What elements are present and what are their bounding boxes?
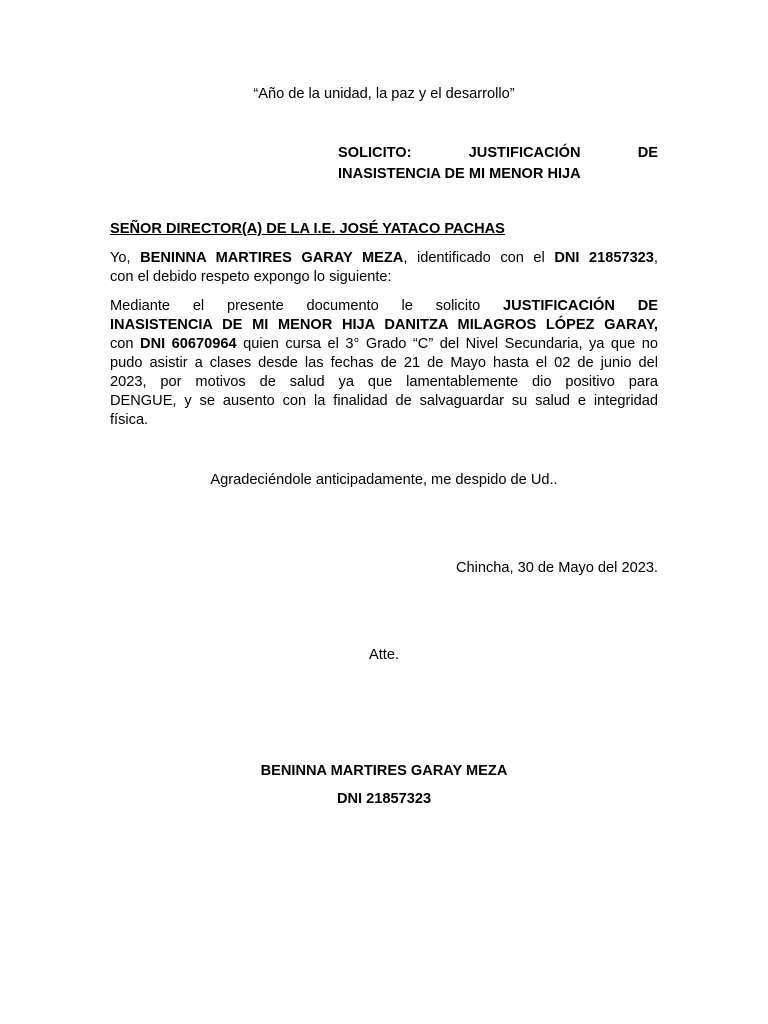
intro-paragraph [110,249,658,287]
body-line-1-bold: JUSTIFICACIÓN DE [503,298,658,314]
body-line-3 [110,335,658,354]
body-paragraph [110,297,658,430]
student-dni: DNI 60670964 [140,336,237,352]
body-con: con [110,336,134,352]
subject-label: SOLICITO: [338,145,412,161]
signature-dni: DNI 21857323 [336,791,432,807]
signature-name: BENINNA MARTIRES GARAY MEZA [260,763,508,779]
subject-line-2: INASISTENCIA DE MI MENOR HIJA [338,166,581,182]
body-line-1-text: Mediante el presente documento le solicito [110,298,481,314]
body-line-6: DENGUE, y se ausento con la finalidad de salvaguardar su salud e integridad [110,393,658,409]
body-line-4: pudo asistir a clases desde las fechas de 21 de Mayo hasta el 02 de junio del [110,355,658,371]
intro-identified: , identificado con el [403,250,545,266]
intro-comma: , [653,250,658,266]
intro-line-1 [110,249,658,268]
body-line-2: INASISTENCIA DE MI MENOR HIJA DANITZA MILAGROS LÓPEZ GARAY, [110,317,658,333]
body-line-5: 2023, por motivos de salud ya que lamentablemente dio positivo para [110,374,658,390]
farewell: Atte. [368,647,399,663]
body-line-1 [110,297,658,316]
addressee: SEÑOR DIRECTOR(A) DE LA I.E. JOSÉ YATACO PACHAS [110,221,505,237]
closing-text: Agradeciéndole anticipadamente, me despido de Ud.. [210,472,558,488]
place-date: Chincha, 30 de Mayo del 2023. [455,560,658,576]
intro-line-2: con el debido respeto expongo lo siguiente: [110,269,392,285]
subject-word-justificacion: JUSTIFICACIÓN [468,145,581,161]
subject-block [338,143,658,185]
applicant-dni: DNI 21857323 [554,250,654,266]
subject-line-1 [338,143,658,164]
applicant-name: BENINNA MARTIRES GARAY MEZA [140,250,404,266]
body-line-3-rest: quien cursa el 3° Grado “C” del Nivel Secundaria, ya que no [243,336,659,352]
body-line-7: física. [110,412,149,428]
intro-yo: Yo, [110,250,131,266]
subject-word-de: DE [637,145,658,161]
year-motto: “Año de la unidad, la paz y el desarrollo” [253,86,515,102]
